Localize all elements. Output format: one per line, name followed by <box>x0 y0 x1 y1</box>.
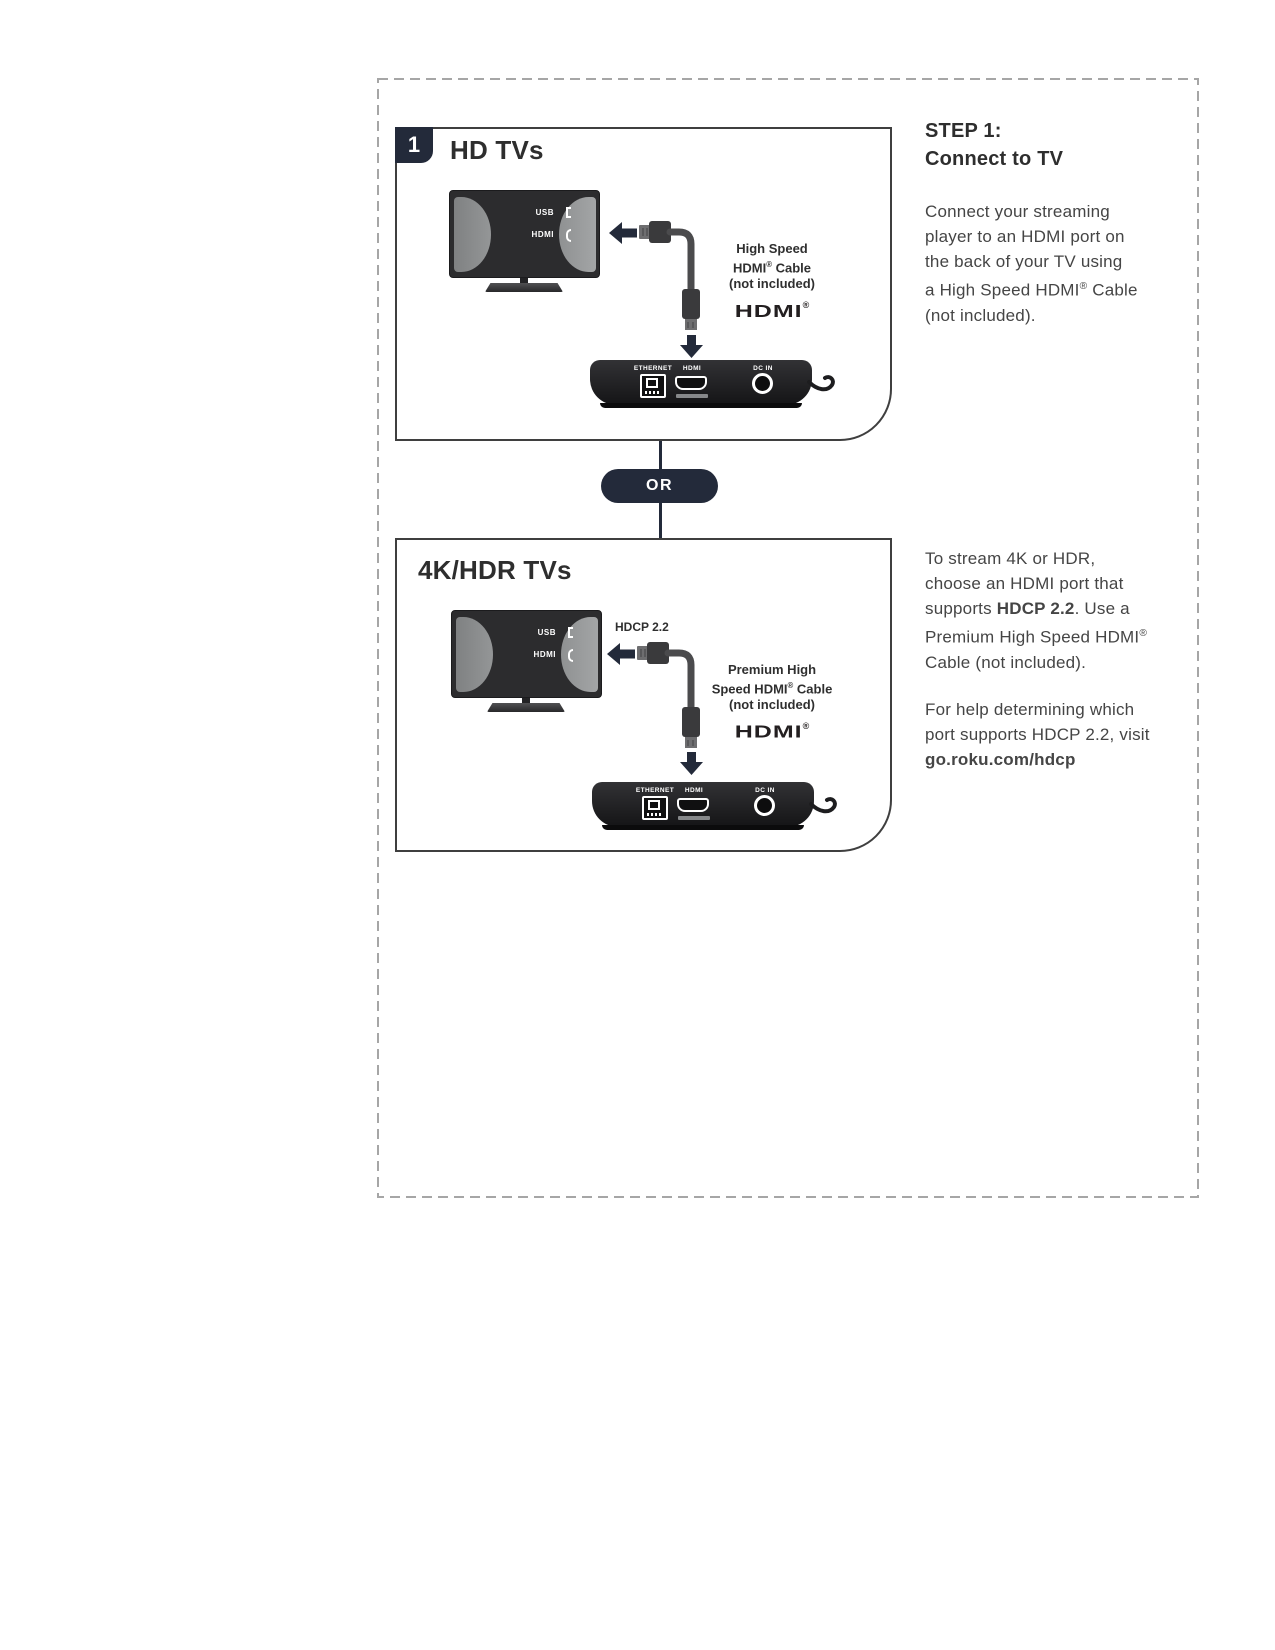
ethernet-port-icon <box>642 796 668 820</box>
hdmi-logo <box>692 718 852 747</box>
tv-usb-label: USB <box>535 208 554 217</box>
tv-back-left-panel <box>454 197 491 272</box>
tv-stand-neck <box>520 278 528 283</box>
hdmi-plug-horizontal-icon <box>639 221 671 243</box>
or-label: OR <box>646 477 673 494</box>
registered-mark: ® <box>802 721 810 731</box>
hdmi-cable <box>670 232 691 291</box>
tv-back-right-panel <box>561 617 598 692</box>
ethernet-port-icon <box>640 374 666 398</box>
hdmi-port-icon <box>677 798 709 812</box>
hdmi-logo <box>692 297 852 326</box>
tv-back-right-panel <box>559 197 596 272</box>
tv-back-illustration <box>449 190 600 278</box>
dc-in-port-icon <box>754 795 775 816</box>
or-connector-line-bottom <box>659 503 662 538</box>
panel-title-4k-hdr-tvs: 4K/HDR TVs <box>418 555 572 585</box>
panel-hd-tvs <box>395 127 892 441</box>
power-cord-icon <box>807 372 839 400</box>
4k-hdr-instructions: To stream 4K or HDR, choose an HDMI port that supports HDCP 2.2. Use a Premium High Speed HDMI® Cable (not included). <box>925 549 1148 672</box>
hdmi-wordmark: HDMI <box>734 301 803 321</box>
arrow-left-icon <box>607 643 635 665</box>
tv-stand-neck <box>522 698 530 703</box>
player-ethernet-label: ETHERNET <box>635 787 675 794</box>
player-ethernet-label: ETHERNET <box>633 365 673 372</box>
registered-mark: ® <box>802 300 810 310</box>
hdmi-slot <box>676 394 708 398</box>
hdcp-help-note: For help determining which port supports HDCP 2.2, visit go.roku.com/hdcp <box>925 700 1150 769</box>
arrow-down-icon <box>680 752 703 775</box>
player-hdmi-label: HDMI <box>684 787 704 794</box>
tv-stand-base <box>485 283 563 292</box>
power-cord-icon <box>809 794 841 822</box>
tv-body <box>451 610 602 698</box>
step-number-badge <box>395 127 433 163</box>
step-heading: STEP 1: Connect to TV <box>925 120 1064 170</box>
arrow-left-icon <box>609 222 637 244</box>
tv-hdmi-label: HDMI <box>531 230 554 239</box>
hdmi-cable <box>668 653 691 708</box>
tv-usb-port-icon <box>566 207 571 218</box>
hdmi-port-icon <box>675 376 707 390</box>
hdmi-wordmark: HDMI <box>734 722 803 742</box>
step1-instructions: Connect your streaming player to an HDMI port on the back of your TV using a High Speed HDMI® Cable (not included). <box>925 202 1138 325</box>
arrow-down-icon <box>680 335 703 358</box>
tv-hdmi-port-icon <box>566 229 571 242</box>
tv-usb-port-icon <box>568 627 573 638</box>
tv-back-illustration <box>451 610 602 698</box>
player-dc-in-label: DC IN <box>755 787 775 794</box>
hdcp-2-2-label: HDCP 2.2 <box>615 620 669 634</box>
streaming-player-back <box>590 360 812 405</box>
tv-stand-base <box>487 703 565 712</box>
hdmi-plug-horizontal-icon <box>637 642 669 664</box>
player-hdmi-label: HDMI <box>682 365 702 372</box>
or-connector-line-top <box>659 441 662 469</box>
tv-hdmi-label: HDMI <box>533 650 556 659</box>
tv-usb-label: USB <box>537 628 556 637</box>
cable-label: High Speed HDMI® Cable (not included) <box>729 241 815 292</box>
tv-body <box>449 190 600 278</box>
panel-title-hd-tvs: HD TVs <box>450 135 544 165</box>
panel-4k-hdr-tvs <box>395 538 892 852</box>
tv-back-left-panel <box>456 617 493 692</box>
step-number: 1 <box>407 132 421 157</box>
hdmi-slot <box>678 816 710 820</box>
dc-in-port-icon <box>752 373 773 394</box>
tv-hdmi-port-icon <box>568 649 573 662</box>
cable-label: Premium High Speed HDMI® Cable (not included) <box>711 662 833 713</box>
or-badge <box>601 469 718 503</box>
streaming-player-back <box>592 782 814 827</box>
player-dc-in-label: DC IN <box>753 365 773 372</box>
